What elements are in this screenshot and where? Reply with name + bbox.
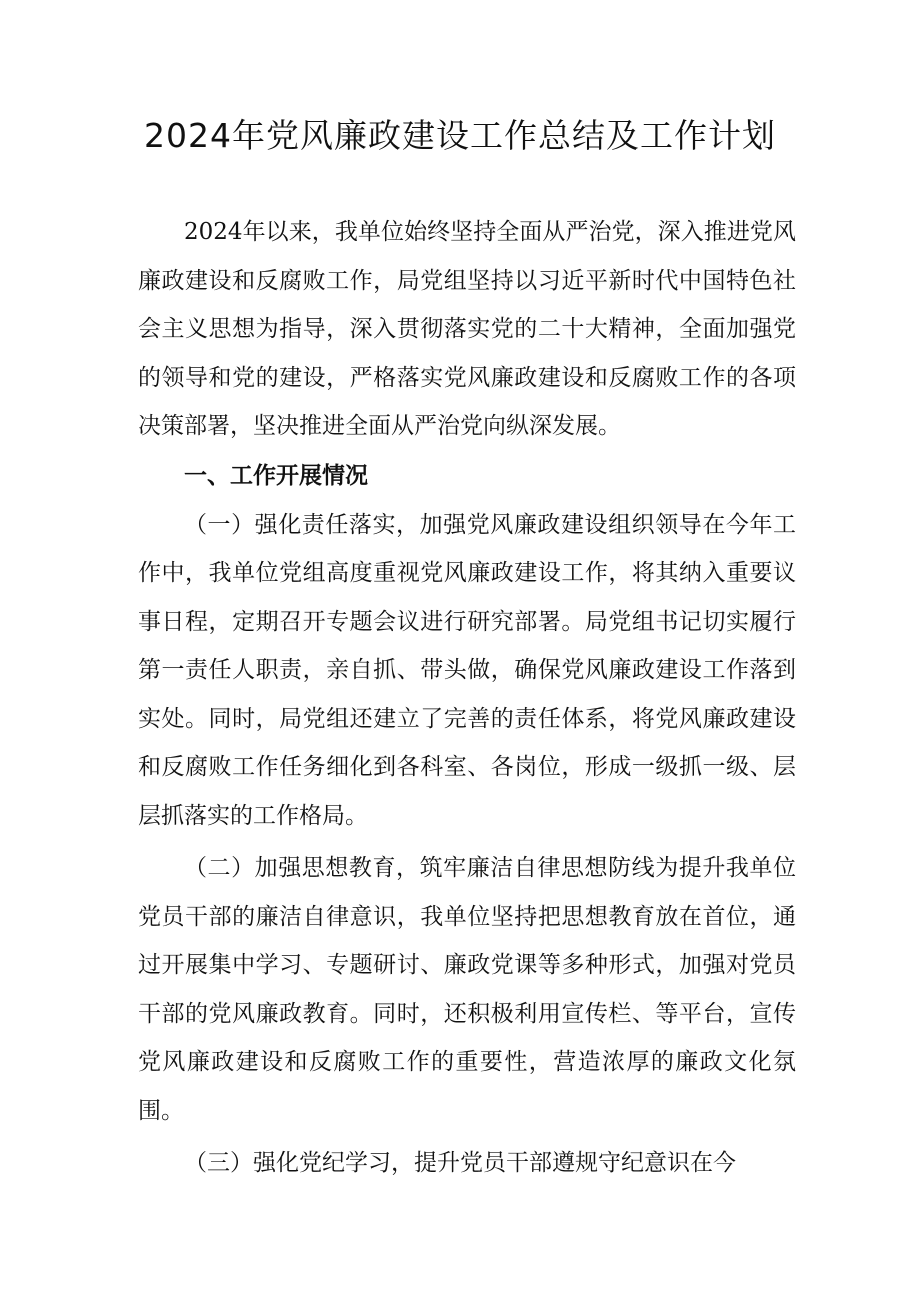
intro-paragraph: 2024年以来，我单位始终坚持全面从严治党，深入推进党风廉政建设和反腐败工作，局党组坚持以习近平新时代中国特色社会主义思想为指导，深入贯彻落实党的二十大精神，全面加强党的领导和党的建设，严格落实党风廉政建设和反腐败工作的各项决策部署，坚决推进全面从严治党向纵深发展。	[138, 219, 796, 439]
document-body	[138, 208, 796, 1188]
paragraph-education: （二）加强思想教育，筑牢廉洁自律思想防线为提升我单位党员干部的廉洁自律意识，我单位坚持把思想教育放在首位，通过开展集中学习、专题研讨、廉政党课等多种形式，加强对党员干部的党风廉政教育。同时，还积极利用宣传栏、等平台，宣传党风廉政建设和反腐败工作的重要性，营造浓厚的廉政文化氛围。	[138, 855, 796, 1124]
paragraph-discipline: （三）强化党纪学习，提升党员干部遵规守纪意识在今	[184, 1150, 736, 1176]
document-title: 2024年党风廉政建设工作总结及工作计划	[144, 116, 776, 155]
paragraph-responsibility: （一）强化责任落实，加强党风廉政建设组织领导在今年工作中，我单位党组高度重视党风廉政建设工作，将其纳入重要议事日程，定期召开专题会议进行研究部署。局党组书记切实履行第一责任人职责，亲自抓、带头做，确保党风廉政建设工作落到实处。同时，局党组还建立了完善的责任体系，将党风廉政建设和反腐败工作任务细化到各科室、各岗位，形成一级抓一级、层层抓落实的工作格局。	[138, 511, 796, 829]
section-heading-work-status: 一、工作开展情况	[184, 462, 368, 489]
